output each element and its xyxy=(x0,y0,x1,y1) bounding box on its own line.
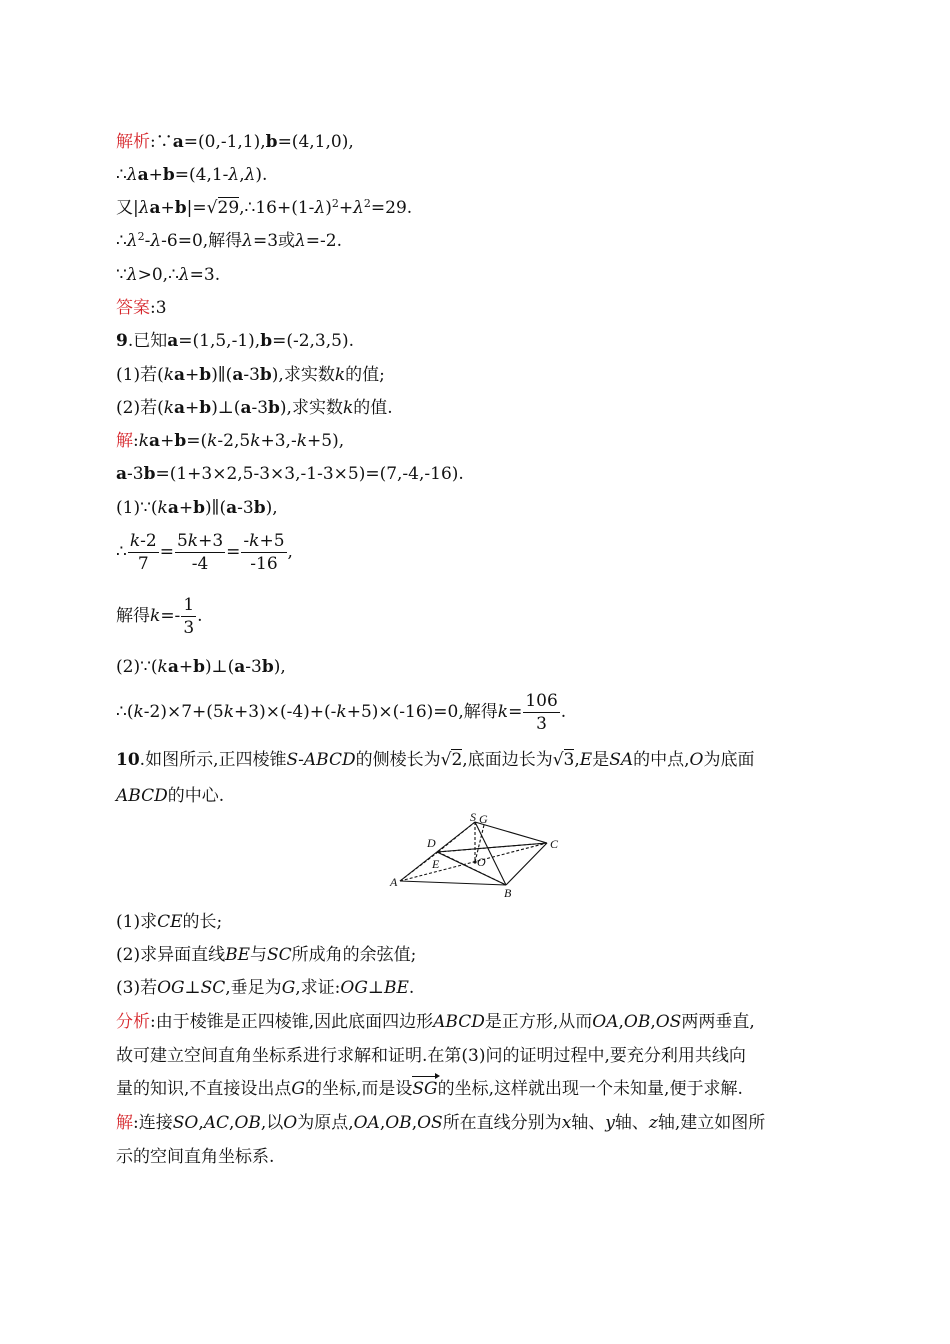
problem-9-stem: 9.已知a=(1,5,-1),b=(-2,3,5). xyxy=(116,331,354,351)
pyramid-figure xyxy=(380,810,570,898)
problem-10-stem-2: ABCD的中心. xyxy=(116,786,225,806)
analysis-text: :∵a=(0,-1,1),b=(4,1,0), xyxy=(150,132,354,152)
analysis-line-2: ∴λa+b=(4,1-λ,λ). xyxy=(116,165,268,185)
fraction-2: $\frac{5k+3}{-4}$ xyxy=(176,531,224,574)
answer-text: :3 xyxy=(150,298,167,318)
problem-10-q1: (1)求CE的长; xyxy=(116,912,223,932)
analysis-label: 解析 xyxy=(116,132,150,152)
label-A: A xyxy=(390,875,398,889)
problem-9-s1-head: (1)∵(ka+b)∥(a-3b), xyxy=(116,498,278,518)
analysis-line-1 xyxy=(116,131,354,153)
label-O: O xyxy=(477,855,486,869)
fraction-1: $\frac{k-2}{7}$ xyxy=(129,531,157,574)
problem-10-analysis-3: 量的知识,不直接设出点G的坐标,而是设SG的坐标,这样就出现一个未知量,便于求解. xyxy=(116,1079,743,1099)
problem-9-s2-head: (2)∵(ka+b)⊥(a-3b), xyxy=(116,657,286,677)
problem-9-s1-result: 解得k=- $\frac{1}{3}$ . xyxy=(116,595,203,638)
label-G: G xyxy=(479,812,488,826)
analysis-line-5: ∵λ>0,∴λ=3. xyxy=(116,265,221,285)
fraction-3: $\frac{-k+5}{-16}$ xyxy=(243,531,285,574)
problem-9-s2-eq: ∴(k-2)×7+(5k+3)×(-4)+(-k+5)×(-16)=0,解得k= $\frac{106}{3}$ . xyxy=(116,691,567,734)
fraction-one-third: $\frac{1}{3}$ xyxy=(183,595,195,638)
problem-9-q2: (2)若(ka+b)⊥(a-3b),求实数k的值. xyxy=(116,398,393,418)
problem-10-solution-1: 解:连接SO,AC,OB,以O为原点,OA,OB,OS所在直线分别为x轴、y轴、z轴,建立如图所 xyxy=(116,1113,766,1133)
problem-10-analysis-1: 分析:由于棱锥是正四棱锥,因此底面四边形ABCD是正方形,从而OA,OB,OS两两垂直, xyxy=(116,1012,755,1032)
fraction-106-3: $\frac{106}{3}$ xyxy=(525,691,558,734)
answer-line xyxy=(116,297,167,319)
problem-9-proportion: ∴ $\frac{k-2}{7}$ = $\frac{5k+3}{-4}$ = $\frac{-k+5}{-16}$ , xyxy=(116,531,293,574)
problem-10-analysis-2: 故可建立空间直角坐标系进行求解和证明.在第(3)问的证明过程中,要充分利用共线向 xyxy=(116,1046,746,1066)
label-E: E xyxy=(432,857,440,871)
analysis-line-3: 又$|\lambda a+b|=√29,\therefore 16+(1-\lambda)^2+\lambda^2=29$. xyxy=(116,197,413,218)
problem-9-solution-2: a-3b=(1+3×2,5-3×3,-1-3×5)=(7,-4,-16). xyxy=(116,464,464,484)
problem-10-stem-1: 10.如图所示,正四棱锥S-ABCD的侧棱长为√2,底面边长为√3,E是SA的中点,O为底面 xyxy=(116,750,755,770)
analysis-label-10: 分析 xyxy=(116,1012,150,1032)
sqrt-29: √29 xyxy=(206,198,240,218)
problem-9-q1: (1)若(ka+b)∥(a-3b),求实数k的值; xyxy=(116,365,385,385)
problem-10-q2: (2)求异面直线BE与SC所成角的余弦值; xyxy=(116,945,417,965)
label-B: B xyxy=(504,886,512,898)
problem-9-solution-1: 解:ka+b=(k-2,5k+3,-k+5), xyxy=(116,431,345,451)
problem-10-number: 10 xyxy=(116,750,140,770)
vector-SG: SG xyxy=(412,1079,438,1099)
problem-10-q3: (3)若OG⊥SC,垂足为G,求证:OG⊥BE. xyxy=(116,978,415,998)
analysis-line-4: $\therefore\lambda^2-\lambda-6=0$,解得λ=3或λ=-2. xyxy=(116,230,343,251)
label-C: C xyxy=(550,837,559,851)
label-D: D xyxy=(427,836,436,850)
answer-label: 答案 xyxy=(116,298,150,318)
problem-9-number: 9 xyxy=(116,331,128,351)
solution-label: 解 xyxy=(116,431,133,451)
label-S: S xyxy=(470,810,476,824)
problem-10-solution-2: 示的空间直角坐标系. xyxy=(116,1147,275,1167)
solution-label-10: 解 xyxy=(116,1113,133,1133)
